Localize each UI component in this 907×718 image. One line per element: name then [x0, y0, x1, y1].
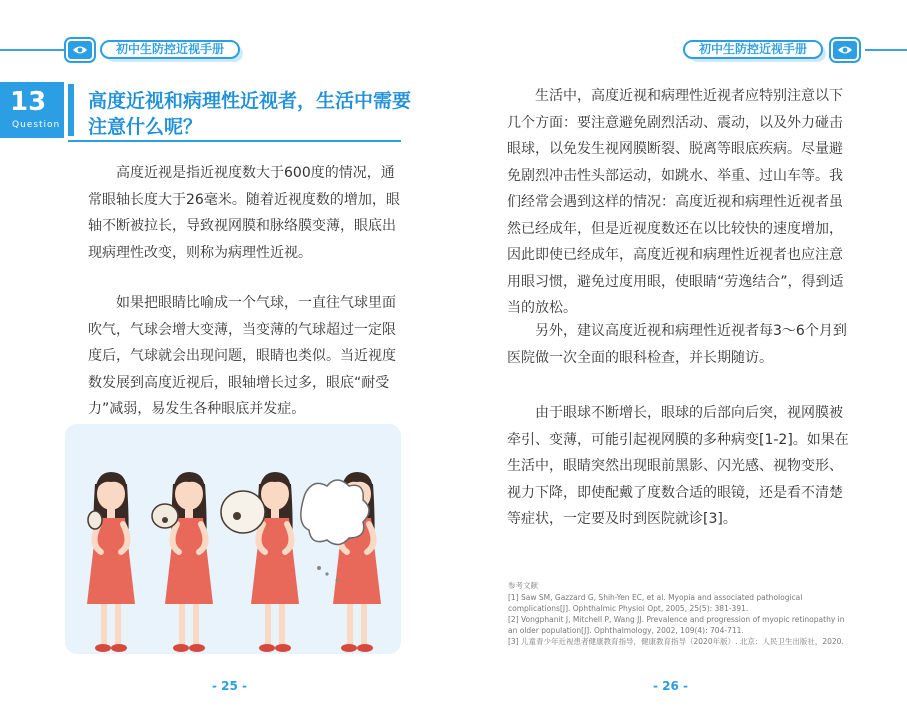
reference-item: [3] 儿童青少年近视患者健康教育指导，健康教育指导（2020年版）. 北京：人民卫生出版社，2020.	[508, 637, 844, 646]
question-accent-bar	[68, 84, 74, 136]
balloon-illustration	[65, 424, 401, 654]
header-rule	[865, 49, 907, 51]
page-header	[0, 39, 240, 61]
girl-blowing-balloon-sequence-icon	[65, 424, 401, 654]
eye-icon	[66, 39, 94, 61]
eye-icon	[831, 39, 859, 61]
paragraph: 高度近视是指近视度数大于600度的情况，通常眼轴长度大于26毫米。随着近视度数的增加，眼轴不断被拉长，导致视网膜和脉络膜变薄，眼底出现病理性改变，则称为病理性近视。	[88, 165, 400, 261]
title-underline	[68, 140, 401, 142]
question-label: Question	[12, 120, 61, 130]
paragraph: 生活中，高度近视和病理性近视者应特别注意以下几个方面：要注意避免剧烈活动、震动，以及外力碰击眼球，以免发生视网膜断裂、脱离等眼底疾病。尽量避免剧烈冲击性头部运动，如跳水、举重、过山车等。我们经常会遇到这样的情况：高度近视和病理性近视者虽然已经成年，但是近视度数还在以比较快的速度增加，因此即使已经成年，高度近视和病理性近视者也应注意用眼习惯，避免过度用眼，使眼睛“劳逸结合”，得到适当的放松。	[507, 88, 844, 316]
references	[508, 580, 848, 647]
paragraph: 如果把眼睛比喻成一个气球，一直往气球里面吹气，气球会增大变薄，当变薄的气球超过一定限度后，气球就会出现问题，眼睛也类似。当近视度数发展到高度近视后，眼轴增长过多，眼底“耐受力”减弱，易发生各种眼底并发症。	[88, 295, 396, 417]
book-title-badge: 初中生防控近视手册	[683, 40, 823, 59]
reference-item: [2] Vongphanit J, Mitchell P, Wang JJ. Prevalence and progression of myopic retinopathy in an older population[J]. Ophthalmology, 2002, 109(4): 704-711.	[508, 615, 845, 635]
paragraph: 由于眼球不断增长，眼球的后部向后突，视网膜被牵引、变薄，可能引起视网膜的多种病变[1-2]。如果在生活中，眼睛突然出现眼前黑影、闪光感、视物变形、视力下降，即使配戴了度数合适的眼镜，还是看不清楚等症状，一定要及时到医院就诊[3]。	[507, 405, 849, 527]
question-title: 高度近视和病理性近视者，生活中需要注意什么呢？	[88, 90, 412, 138]
question-number: 13	[10, 87, 47, 117]
page-header	[683, 39, 907, 61]
page-number: - 25 -	[212, 679, 248, 693]
references-heading: 参考文献	[508, 581, 538, 590]
reference-item: [1] Saw SM, Gazzard G, Shih-Yen EC, et al. Myopia and associated pathological complications[J]. Ophthalmic Physiol Opt, 2005, 25(5): 381-391.	[508, 593, 803, 613]
header-rule	[0, 49, 64, 51]
book-title-badge: 初中生防控近视手册	[100, 40, 240, 59]
page-number: - 26 -	[653, 679, 689, 693]
question-number-block	[0, 82, 64, 138]
left-page	[0, 0, 453, 718]
paragraph: 另外，建议高度近视和病理性近视者每3～6个月到医院做一次全面的眼科检查，并长期随访。	[507, 323, 847, 366]
